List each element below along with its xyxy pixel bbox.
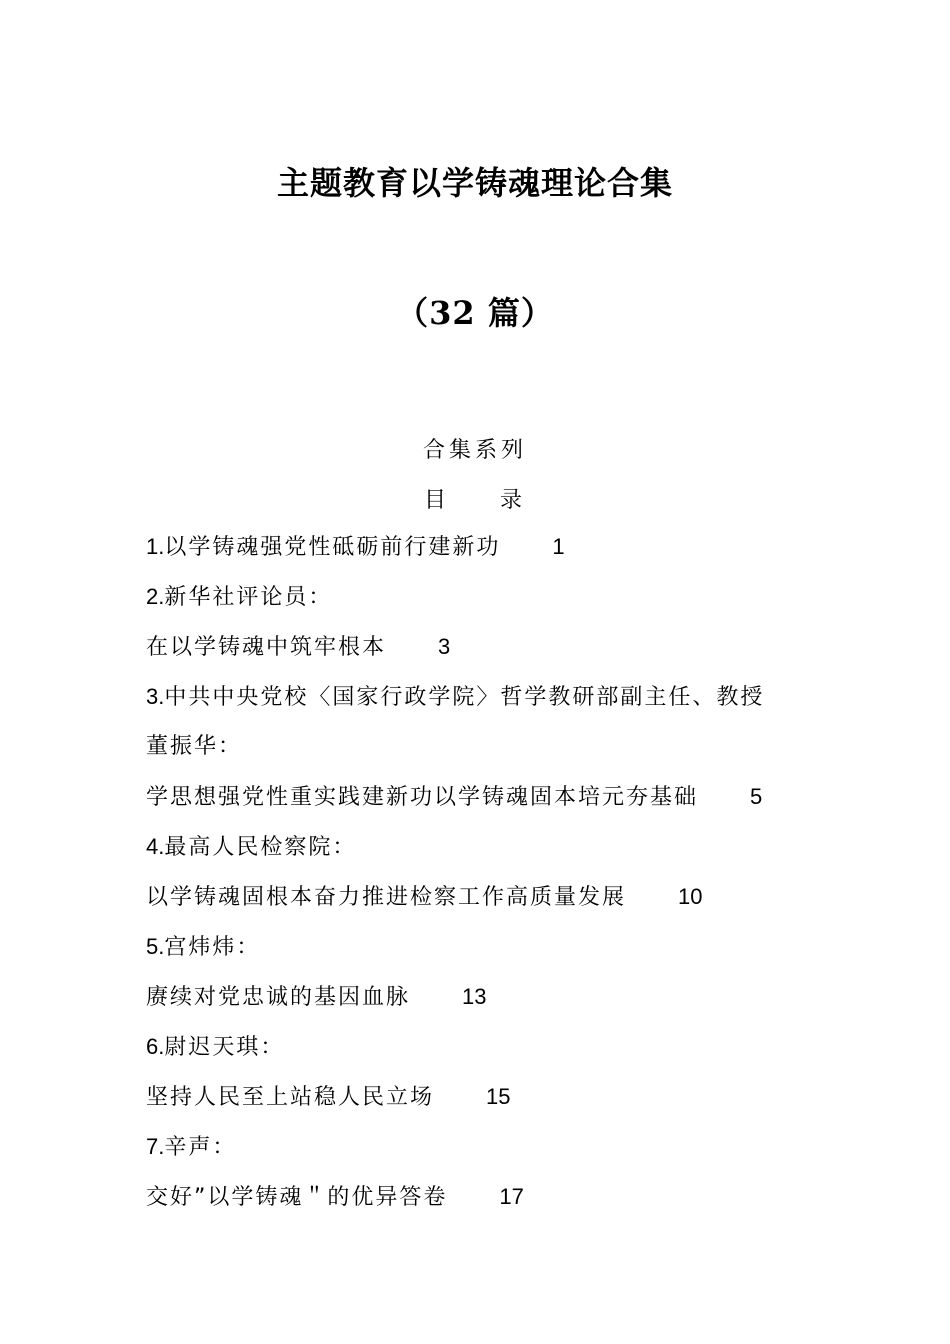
article-count: （32 篇） — [396, 294, 554, 332]
toc-entry[interactable] — [146, 722, 764, 772]
toc-heading-char-2: 录 — [500, 488, 527, 513]
toc-entry[interactable] — [146, 972, 764, 1022]
toc-heading-char-1: 目 — [423, 488, 450, 513]
toc-heading — [0, 483, 950, 514]
toc-entry-text: 坚持人民至上站稳人民立场 — [146, 1085, 435, 1110]
toc-entry[interactable] — [146, 522, 764, 572]
toc-entry[interactable] — [146, 572, 764, 622]
toc-entry-page: 17 — [499, 1184, 524, 1209]
toc-entry-text: 宫炜炜： — [164, 935, 261, 960]
toc-entry-text: 最高人民检察院： — [164, 835, 357, 860]
toc-entry[interactable] — [146, 672, 764, 722]
toc-entry-page: 10 — [678, 884, 703, 909]
toc-entry-page: 1 — [552, 534, 565, 559]
toc-entry-text: 以学铸魂固根本奋力推进检察工作高质量发展 — [146, 885, 627, 910]
toc-entry-number: 1. — [146, 534, 165, 559]
toc-entry-number: 2. — [146, 584, 165, 609]
toc-entry-number: 6. — [146, 1034, 165, 1059]
toc-entry[interactable] — [146, 872, 764, 922]
toc-entry-text: 中共中央党校〈国家行政学院〉哲学教研部副主任、教授 — [164, 685, 765, 710]
toc-entry[interactable] — [146, 922, 764, 972]
toc-entry[interactable] — [146, 622, 764, 672]
toc-entry-page: 13 — [462, 984, 487, 1009]
document-title: 主题教育以学铸魂理论合集 — [276, 164, 673, 202]
toc-entry-text: 学思想强党性重实践建新功以学铸魂固本培元夯基础 — [146, 785, 699, 810]
toc-entry-page: 5 — [750, 784, 763, 809]
toc-entry-text: 交好”以学铸魂＂的优异答卷 — [146, 1185, 448, 1210]
toc-entry[interactable] — [146, 1072, 764, 1122]
toc-entry-text: 赓续对党忠诚的基因血脉 — [146, 985, 411, 1010]
toc-entry[interactable] — [146, 1122, 764, 1172]
toc-entry-text: 以学铸魂强党性砥砺前行建新功 — [164, 535, 501, 560]
toc-entry[interactable] — [146, 1172, 764, 1222]
toc-entry-page: 15 — [486, 1084, 511, 1109]
toc-entry-number: 5. — [146, 934, 165, 959]
toc-entry-text: 新华社评论员： — [164, 585, 333, 610]
toc-entry[interactable] — [146, 1022, 764, 1072]
toc-entry-number: 4. — [146, 834, 165, 859]
toc-entry-text: 在以学铸魂中筑牢根本 — [146, 635, 387, 660]
series-label: 合集系列 — [422, 438, 527, 463]
toc-entry-text: 董振华： — [146, 734, 243, 759]
toc-entry[interactable] — [146, 772, 764, 822]
toc-entry[interactable] — [146, 822, 764, 872]
toc-entry-page: 3 — [438, 634, 451, 659]
table-of-contents — [146, 522, 764, 1222]
toc-entry-text: 尉迟天琪： — [164, 1035, 285, 1060]
toc-entry-text: 辛声： — [164, 1135, 237, 1160]
toc-entry-number: 7. — [146, 1134, 165, 1159]
toc-entry-number: 3. — [146, 684, 165, 709]
